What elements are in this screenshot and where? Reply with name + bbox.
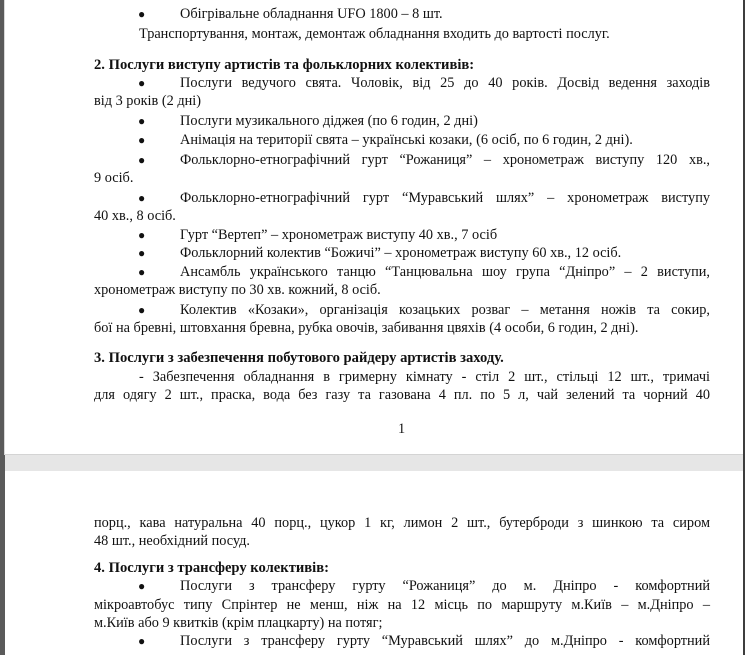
text-line: порц., кава натуральна 40 порц., цукор 1 кг, лимон 2 шт., бутерброди з шинкою та сиром	[94, 515, 710, 531]
text-line: хронометраж виступу по 30 хв. кожний, 8 осіб.	[94, 282, 381, 298]
section-heading: 4. Послуги з трансферу колективів:	[94, 560, 329, 576]
text-line: Колектив «Козаки», організація козацьких розваг – метання ножів та сокир,	[180, 302, 710, 318]
bullet: ●	[138, 228, 146, 242]
text-line: - Забезпечення обладнання в гримерну кімнату - стіл 2 шт., стільці 12 шт., тримачі	[139, 369, 710, 385]
document-page-1	[5, 0, 745, 455]
bullet: ●	[138, 634, 146, 648]
text-line: Послуги з трансферу гурту “Муравський шлях” до м.Дніпро - комфортний	[180, 633, 710, 649]
bullet: ●	[138, 153, 146, 167]
text-line: Анімація на території свята – українські козаки, (6 осіб, по 6 годин, 2 дні).	[180, 132, 633, 148]
bullet: ●	[138, 303, 146, 317]
text-line: для одягу 2 шт., праска, вода без газу та газована 4 пл. по 5 л, чай зелений та чорний 40	[94, 387, 710, 403]
section-heading: 2. Послуги виступу артистів та фольклорних колективів:	[94, 57, 475, 73]
text-line: Обігрівальне обладнання UFO 1800 – 8 шт.	[180, 6, 443, 22]
bullet: ●	[138, 7, 146, 21]
text-line: мікроавтобус типу Спрінтер не менш, ніж на 12 місць по маршруту м.Київ – м.Дніпро –	[94, 597, 710, 613]
text-line: Фольклорно-етнографічний гурт “Муравський шлях” – хронометраж виступу	[180, 190, 710, 206]
text-line: Послуги ведучого свята. Чоловік, від 25 до 40 років. Досвід ведення заходів	[180, 75, 710, 91]
section-heading: 3. Послуги з забезпечення побутового райдеру артистів заходу.	[94, 350, 504, 366]
bullet: ●	[138, 191, 146, 205]
bullet: ●	[138, 265, 146, 279]
text-line: Фольклорний колектив “Божичі” – хронометраж виступу 60 хв., 12 осіб.	[180, 245, 622, 261]
text-line: від 3 років (2 дні)	[94, 93, 201, 109]
text-line: Послуги музикального діджея (по 6 годин, 2 дні)	[180, 113, 478, 129]
text-line: Фольклорно-етнографічний гурт “Рожаниця” – хронометраж виступу 120 хв.,	[180, 152, 710, 168]
text-line: Послуги з трансферу гурту “Рожаниця” до м. Дніпро - комфортний	[180, 578, 710, 594]
text-line: 9 осіб.	[94, 170, 134, 186]
text-line: бої на бревні, штовхання бревна, рубка овочів, забивання цвяхів (4 особи, 6 годин, 2 дні).	[94, 320, 639, 336]
text-line: Гурт “Вертеп” – хронометраж виступу 40 хв., 7 осіб	[180, 227, 498, 243]
page-number: 1	[398, 421, 406, 437]
text-line: Ансамбль українського танцю “Танцювальна шоу група “Дніпро” – 2 виступи,	[180, 264, 710, 280]
bullet: ●	[138, 246, 146, 260]
text-line: м.Київ або 9 квитків (крім плацкарту) на потяг;	[94, 615, 383, 631]
text-line: 48 шт., необхідний посуд.	[94, 533, 250, 549]
bullet: ●	[138, 76, 146, 90]
text-line: 40 хв., 8 осіб.	[94, 208, 176, 224]
bullet: ●	[138, 114, 146, 128]
text-line: Транспортування, монтаж, демонтаж обладнання входить до вартості послуг.	[139, 26, 610, 42]
bullet: ●	[138, 133, 146, 147]
bullet: ●	[138, 579, 146, 593]
document-page-2	[5, 471, 745, 655]
